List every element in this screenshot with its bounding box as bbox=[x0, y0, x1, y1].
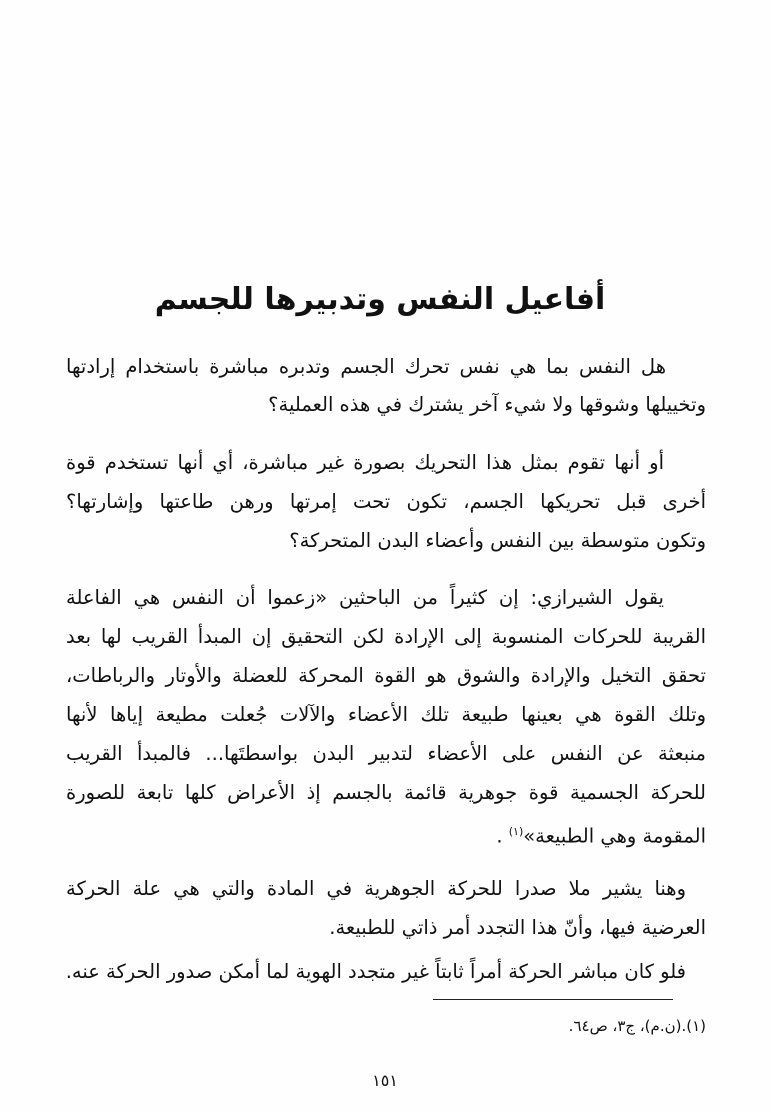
paragraph-1-line-1: هل النفس بما هي نفس تحرك الجسم وتدبره مباشرة باستخدام إرادتها bbox=[66, 355, 666, 378]
paragraph-2-line-3: وتكون متوسطة بين النفس وأعضاء البدن المتحركة؟ bbox=[289, 529, 706, 552]
quote-end-text: المقومة وهي الطبيعة» bbox=[523, 824, 706, 848]
period: . bbox=[496, 824, 503, 848]
paragraph-3-line-6: للحركة الجسمية قوة جوهرية قائمة بالجسم إذ الأعراض كلها تابعة للصورة bbox=[66, 781, 706, 804]
paragraph-3-line-1: يقول الشيرازي: إن كثيراً من الباحثين «زعموا أن النفس هي الفاعلة bbox=[66, 586, 664, 609]
paragraph-3-line-2: القريبة للحركات المنسوبة إلى الإرادة لكن التحقيق إن المبدأ القريب لها بعد bbox=[66, 625, 706, 648]
footnote-separator bbox=[433, 999, 673, 1000]
paragraph-3-line-3: تحقق التخيل والإرادة والشوق هو القوة المحركة للعضلة والأوتار والرباطات، bbox=[66, 664, 706, 687]
paragraph-5-line-1: فلو كان مباشر الحركة أمراً ثابتاً غير متجدد الهوية لما أمكن صدور الحركة عنه. bbox=[65, 960, 686, 983]
paragraph-4-line-1: وهنا يشير ملا صدرا للحركة الجوهرية في المادة والتي هي علة الحركة bbox=[66, 877, 686, 900]
footnote: (١).(ن.م)، ج٣، ص٦٤. bbox=[568, 1017, 706, 1035]
page-title: أفاعيل النفس وتدبيرها للجسم bbox=[154, 282, 606, 317]
paragraph-3-line-7 bbox=[66, 817, 706, 852]
page-number: ١٥١ bbox=[372, 1071, 398, 1090]
paragraph-4-line-2: العرضية فيها، وأنّ هذا التجدد أمر ذاتي للطبيعة. bbox=[329, 916, 706, 939]
paragraph-1-line-2: وتخييلها وشوقها ولا شيء آخر يشترك في هذه العملية؟ bbox=[268, 393, 706, 416]
footnote-marker: (١) bbox=[508, 825, 524, 838]
paragraph-2-line-2: أخرى قبل تحريكها الجسم، تكون تحت إمرتها ورهن طاعتها وإشارتها؟ bbox=[66, 490, 706, 513]
paragraph-2-line-1: أو أنها تقوم بمثل هذا التحريك بصورة غير مباشرة، أي أنها تستخدم قوة bbox=[66, 451, 664, 474]
paragraph-3-line-5: منبعثة عن النفس على الأعضاء لتدبير البدن بواسطتَها... فالمبدأ القريب bbox=[66, 742, 706, 765]
paragraph-3-line-4: وتلك القوة هي بعينها طبيعة تلك الأعضاء والآلات جُعلت مطيعة إياها لأنها bbox=[66, 703, 706, 726]
